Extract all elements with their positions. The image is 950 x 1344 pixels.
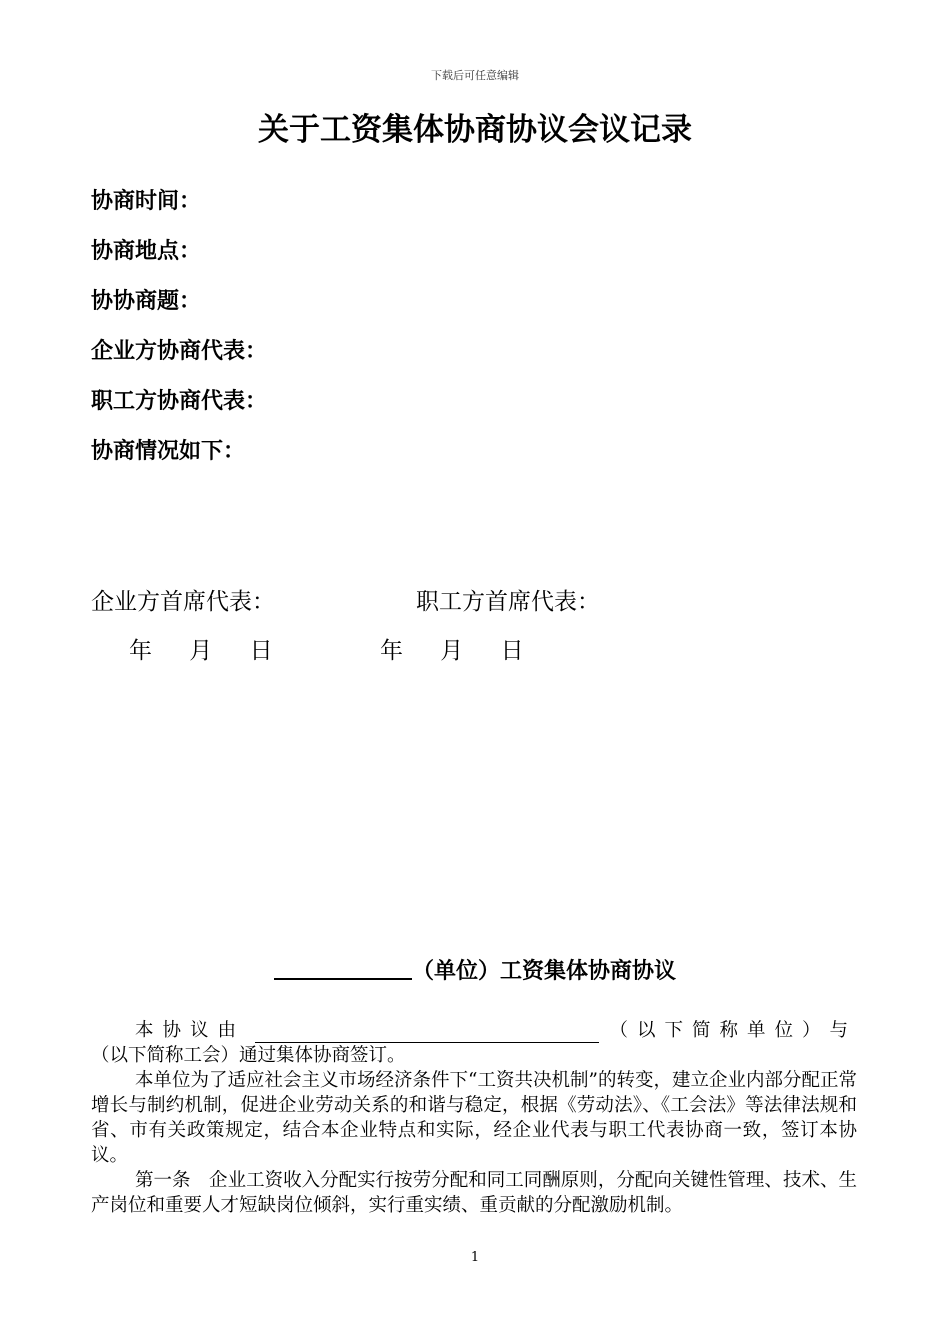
employer-date: 年 月 日: [129, 638, 283, 664]
field-employer-reps: 企业方协商代表：: [91, 339, 268, 364]
paragraph-preamble: 本单位为了适应社会主义市场经济条件下“工资共决机制”的转变，建立企业内部分配正常增长与制约机制，促进企业劳动关系的和谐与稳定，根据《劳动法》、《工会法》等法律法规和省、市有关政策规定，结合本企业特点和实际，经企业代表与职工代表协商一致，签订本协议。: [91, 1070, 857, 1166]
employee-chief-rep: 职工方首席代表：: [416, 589, 600, 615]
field-topic: 协协商题：: [91, 289, 202, 314]
page-number: 1: [470, 1250, 480, 1265]
intro-line: [91, 1018, 857, 1043]
intro-suffix: （以下简称单位）与: [609, 1020, 857, 1041]
agreement-title: [0, 954, 950, 985]
page-title: 关于工资集体协商协议会议记录: [258, 112, 692, 148]
field-time: 协商时间：: [91, 189, 202, 214]
agreement-title-text: （单位）工资集体协商协议: [411, 959, 676, 984]
field-employee-reps: 职工方协商代表：: [91, 389, 268, 414]
intro-prefix: 本协议由: [135, 1020, 246, 1041]
intro-line-2: （以下简称工会）通过集体协商签订。: [91, 1045, 406, 1066]
paragraph-article-1: 第一条 企业工资收入分配实行按劳分配和同工同酬原则，分配向关键性管理、技术、生产岗位和重要人才短缺岗位倾斜，实行重实绩、重贡献的分配激励机制。: [91, 1170, 857, 1216]
employer-chief-rep: 企业方首席代表：: [91, 589, 275, 615]
unit-name-blank: [274, 956, 412, 980]
field-place: 协商地点：: [91, 239, 202, 264]
field-situation: 协商情况如下：: [91, 439, 246, 464]
employee-date: 年 月 日: [380, 638, 534, 664]
header-note: 下载后可任意编辑: [431, 69, 519, 82]
party-name-blank: [255, 1022, 599, 1043]
